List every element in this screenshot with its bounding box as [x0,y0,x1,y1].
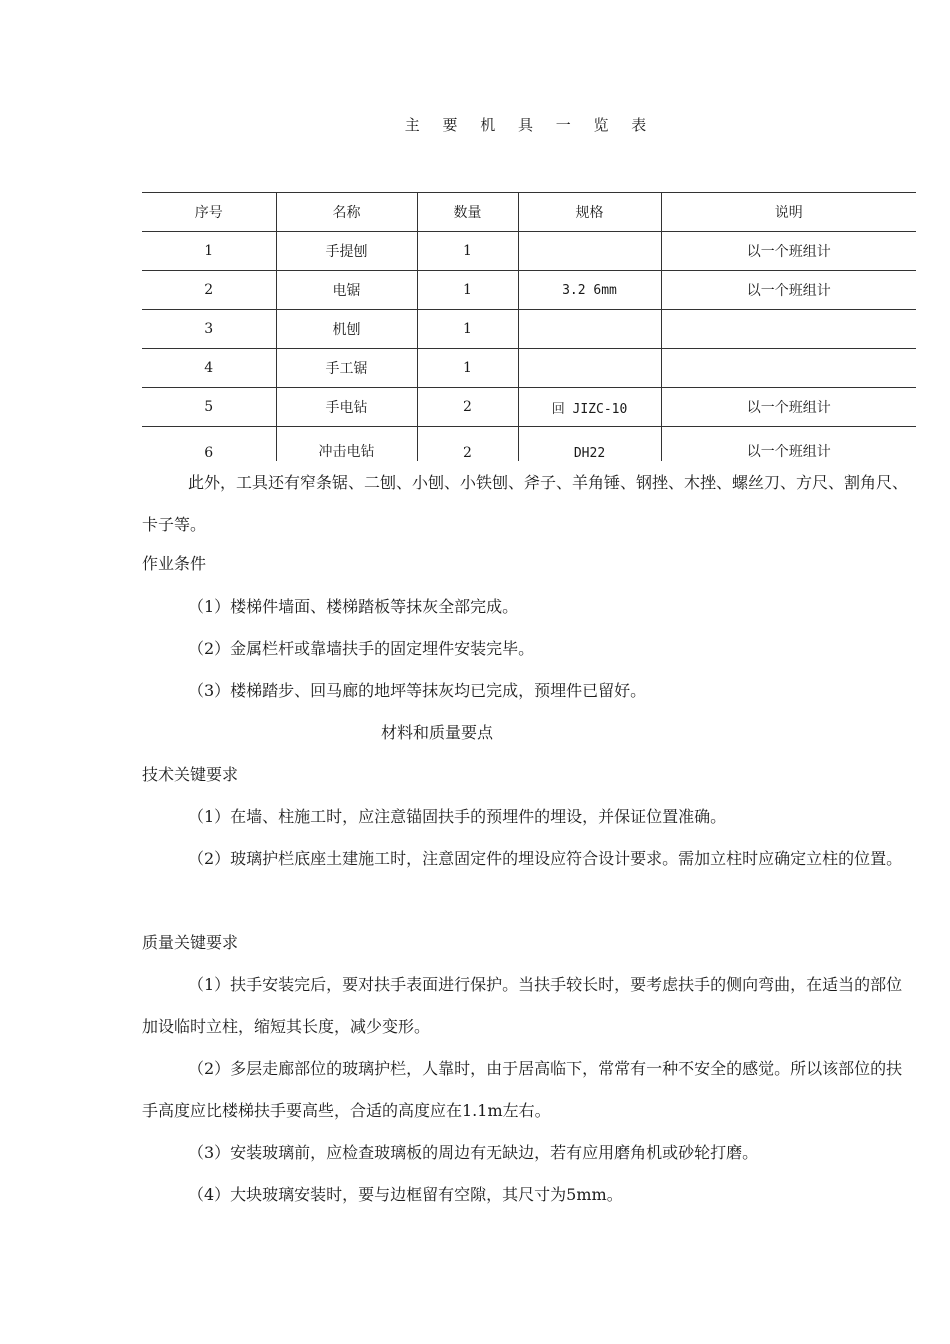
table-cell [518,232,661,271]
table-cell: 以一个班组计 [661,388,916,427]
table-cell [661,349,916,388]
table-cell: 3.2 6mm [518,271,661,310]
quality-requirement-item: （1）扶手安装完后，要对扶手表面进行保护。当扶手较长时，要考虑扶手的侧向弯曲，在适当的部位加设临时立柱，缩短其长度，减少变形。 [142,975,903,1036]
work-condition-item: （2）金属栏杆或靠墙扶手的固定埋件安装完毕。 [188,639,535,658]
tools-table [142,192,916,461]
table-cell: 1 [417,232,518,271]
table-cell: 1 [417,310,518,349]
table-cell: 手提刨 [276,232,417,271]
table-cell [518,310,661,349]
table-cell: 2 [417,427,518,462]
table-cell: 以一个班组计 [661,427,916,462]
header-cell: 序号 [142,193,276,232]
quality-requirement-item: （4）大块玻璃安装时，要与边框留有空隙，其尺寸为5mm。 [188,1185,623,1204]
table-row [142,310,916,349]
table-cell: DH22 [518,427,661,462]
work-condition-item: （1）楼梯件墙面、楼梯踏板等抹灰全部完成。 [188,597,519,616]
table-row [142,427,916,462]
work-conditions-heading: 作业条件 [142,554,207,573]
table-cell: 以一个班组计 [661,271,916,310]
table-row [142,349,916,388]
page-title: 主 要 机 具 一 览 表 [404,116,656,134]
table-cell: 6 [142,427,276,462]
table-cell: 回 JIZC-10 [518,388,661,427]
table-row [142,388,916,427]
header-cell: 说明 [661,193,916,232]
table-cell: 1 [417,349,518,388]
table-row [142,232,916,271]
quality-requirement-item: （2）多层走廊部位的玻璃护栏，人靠时，由于居高临下，常常有一种不安全的感觉。所以该部位的扶手高度应比楼梯扶手要高些，合适的高度应在1.1m左右。 [142,1059,903,1120]
table-cell: 1 [142,232,276,271]
work-condition-item: （3）楼梯踏步、回马廊的地坪等抹灰均已完成，预埋件已留好。 [188,681,647,700]
table-cell: 5 [142,388,276,427]
table-cell: 2 [142,271,276,310]
table-cell: 机刨 [276,310,417,349]
table-cell: 3 [142,310,276,349]
table-row [142,271,916,310]
table-cell [661,310,916,349]
table-cell: 手工锯 [276,349,417,388]
header-cell: 名称 [276,193,417,232]
table-cell: 手电钻 [276,388,417,427]
table-cell [518,349,661,388]
header-cell: 数量 [417,193,518,232]
quality-requirement-item: （3）安装玻璃前，应检查玻璃板的周边有无缺边，若有应用磨角机或砂轮打磨。 [188,1143,759,1162]
table-cell: 2 [417,388,518,427]
table-cell: 电锯 [276,271,417,310]
quality-requirements-heading: 质量关键要求 [142,933,239,952]
extra-tools-paragraph: 此外，工具还有窄条锯、二刨、小刨、小铁刨、斧子、羊角锤、钢挫、木挫、螺丝刀、方尺、割角尺、卡子等。 [142,473,909,534]
table-cell: 以一个班组计 [661,232,916,271]
tech-requirement-item: （1）在墙、柱施工时，应注意锚固扶手的预埋件的埋设，并保证位置准确。 [188,807,727,826]
tech-requirements-heading: 技术关键要求 [142,765,239,784]
table-cell: 1 [417,271,518,310]
table-cell: 冲击电钻 [276,427,417,462]
table-cell: 4 [142,349,276,388]
header-cell: 规格 [518,193,661,232]
table-header-row [142,193,916,232]
tech-requirement-item: （2）玻璃护栏底座土建施工时，注意固定件的埋设应符合设计要求。需加立柱时应确定立柱的位置。 [188,849,903,868]
materials-heading: 材料和质量要点 [380,723,493,742]
